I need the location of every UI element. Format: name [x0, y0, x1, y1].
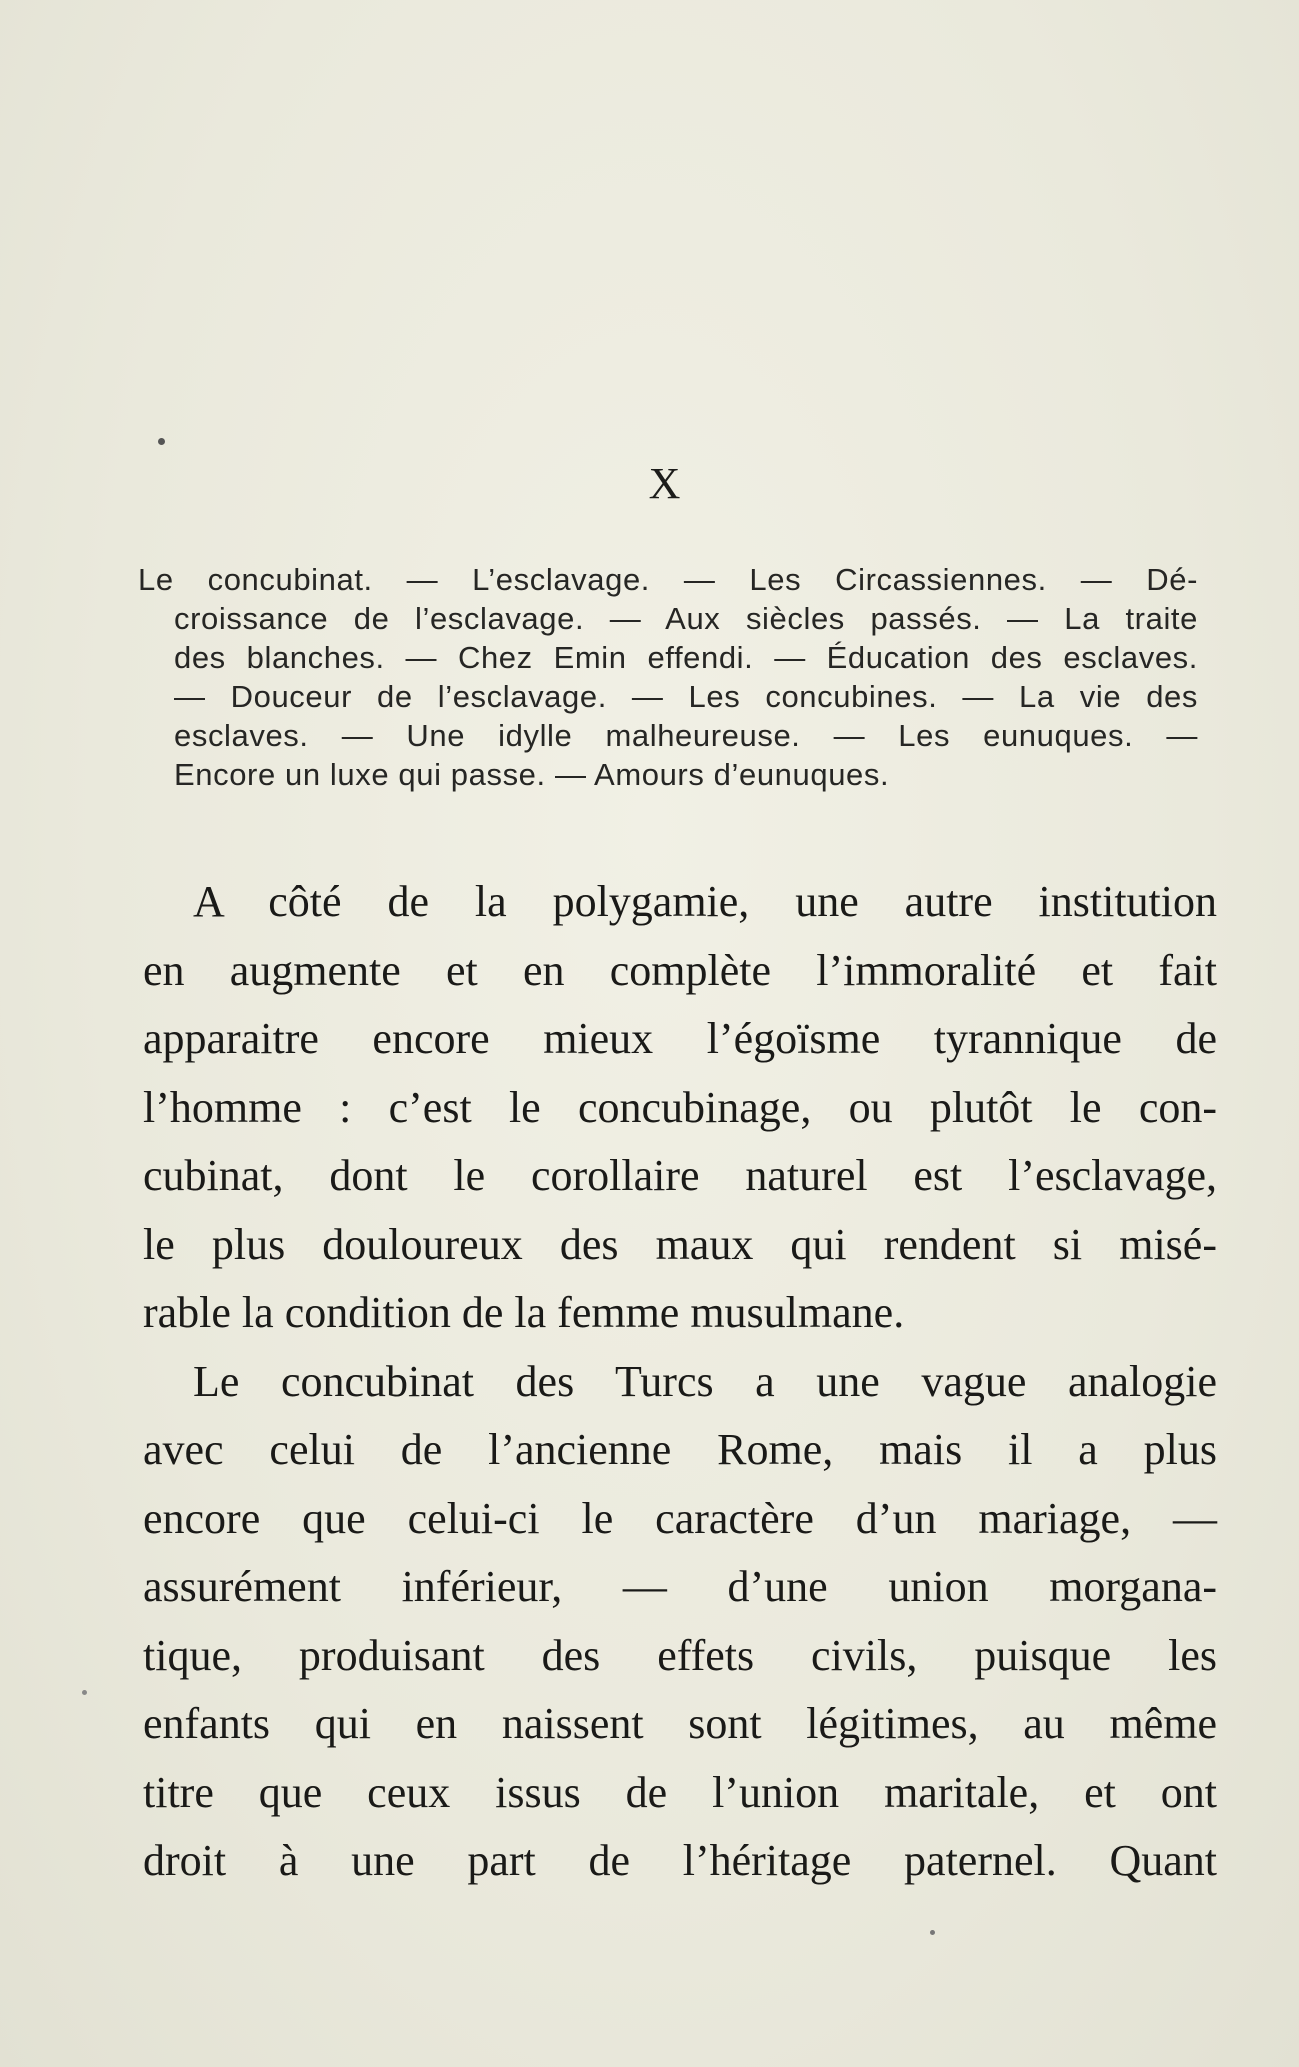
text-line: tique, produisant des effets civils, puisque les: [143, 1630, 1217, 1680]
text-line: l’homme : c’est le concubinage, ou plutôt le con-: [143, 1082, 1217, 1132]
text-line: A côté de la polygamie, une autre institution: [193, 877, 1217, 926]
summary-line: Le concubinat. — L’esclavage. — Les Circassiennes. — Dé-: [138, 562, 1198, 597]
summary-line: — Douceur de l’esclavage. — Les concubines. — La vie des: [174, 679, 1198, 714]
ink-speck: [930, 1930, 935, 1935]
text-line: apparaitre encore mieux l’égoïsme tyrannique de: [143, 1014, 1217, 1063]
text-line: enfants qui en naissent sont légitimes, au même: [143, 1699, 1217, 1748]
chapter-number: X: [648, 459, 682, 508]
text-line: assurément inférieur, — d’une union morgana-: [143, 1562, 1217, 1611]
summary-line: des blanches. — Chez Emin effendi. — Éducation des esclaves.: [174, 640, 1198, 675]
text-line: rable la condition de la femme musulmane.: [143, 1288, 905, 1337]
text-line: droit à une part de l’héritage paternel. Quant: [143, 1836, 1217, 1885]
paragraph: [143, 868, 1217, 1348]
text-line: avec celui de l’ancienne Rome, mais il a plus: [143, 1425, 1217, 1474]
ink-speck: [158, 438, 165, 445]
ink-speck: [82, 1690, 87, 1695]
summary-line: esclaves. — Une idylle malheureuse. — Les eunuques. —: [174, 718, 1198, 753]
paragraph: [143, 1348, 1217, 1896]
summary-line: croissance de l’esclavage. — Aux siècles passés. — La traite: [174, 601, 1198, 636]
text-line: le plus douloureux des maux qui rendent si misé-: [143, 1219, 1217, 1269]
text-line: cubinat, dont le corollaire naturel est l’esclavage,: [143, 1151, 1217, 1200]
chapter-summary: [138, 560, 1198, 794]
text-line: titre que ceux issus de l’union maritale, et ont: [143, 1767, 1217, 1817]
body-text: [143, 868, 1217, 1896]
text-line: en augmente et en complète l’immoralité et fait: [143, 945, 1217, 995]
text-line: Le concubinat des Turcs a une vague analogie: [193, 1356, 1217, 1406]
summary-line: Encore un luxe qui passe. — Amours d’eunuques.: [174, 757, 890, 792]
text-line: encore que celui-ci le caractère d’un mariage, —: [143, 1493, 1217, 1543]
